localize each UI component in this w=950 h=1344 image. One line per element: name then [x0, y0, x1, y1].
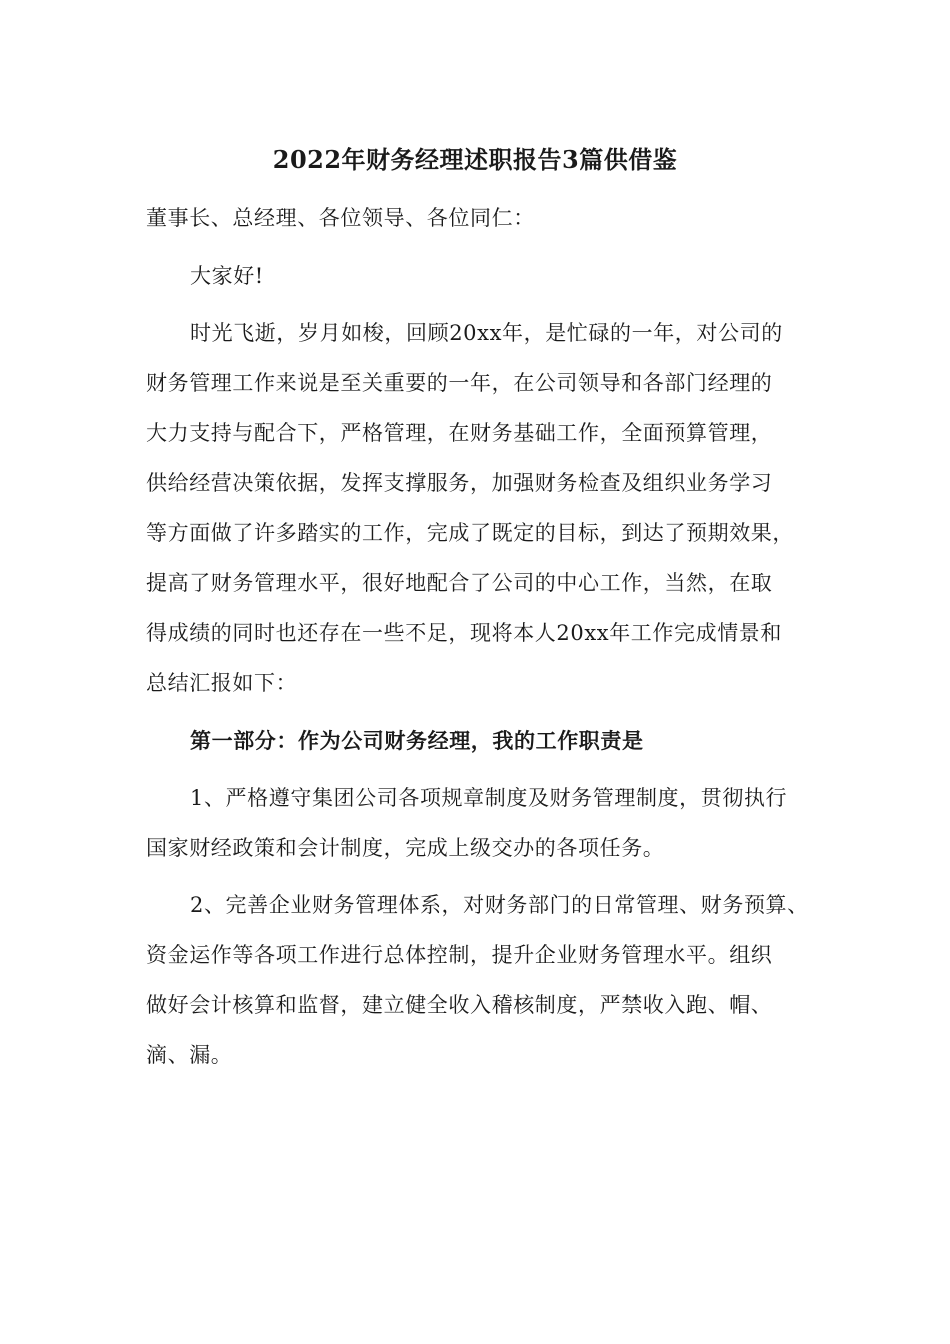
item-2-line: 滴、漏。	[146, 1043, 233, 1067]
intro-line: 大力支持与配合下，严格管理，在财务基础工作，全面预算管理，	[146, 421, 773, 445]
intro-line: 总结汇报如下：	[146, 671, 298, 695]
item-2-line: 2、完善企业财务管理体系，对财务部门的日常管理、财务预算、	[190, 893, 809, 917]
item-2-line: 做好会计核算和监督，建立健全收入稽核制度，严禁收入跑、帽、	[146, 993, 773, 1017]
intro-line: 时光飞逝，岁月如梭，回顾20xx年，是忙碌的一年，对公司的	[190, 321, 783, 345]
item-2-line: 资金运作等各项工作进行总体控制，提升企业财务管理水平。组织	[146, 943, 773, 967]
document-title: 2022年财务经理述职报告3篇供借鉴	[272, 145, 678, 174]
intro-line: 供给经营决策依据，发挥支撑服务，加强财务检查及组织业务学习	[146, 471, 773, 495]
intro-line: 财务管理工作来说是至关重要的一年，在公司领导和各部门经理的	[146, 371, 773, 395]
salutation: 董事长、总经理、各位领导、各位同仁：	[146, 206, 535, 230]
greeting: 大家好!	[190, 264, 264, 288]
item-1-line: 1、严格遵守集团公司各项规章制度及财务管理制度，贯彻执行	[190, 786, 788, 810]
intro-line: 得成绩的同时也还存在一些不足，现将本人20xx年工作完成情景和	[146, 621, 783, 645]
intro-line: 提高了财务管理水平，很好地配合了公司的中心工作，当然，在取	[146, 571, 773, 595]
intro-line: 等方面做了许多踏实的工作，完成了既定的目标，到达了预期效果，	[146, 521, 794, 545]
item-1-line: 国家财经政策和会计制度，完成上级交办的各项任务。	[146, 836, 665, 860]
section-heading: 第一部分：作为公司财务经理，我的工作职责是	[190, 728, 644, 753]
